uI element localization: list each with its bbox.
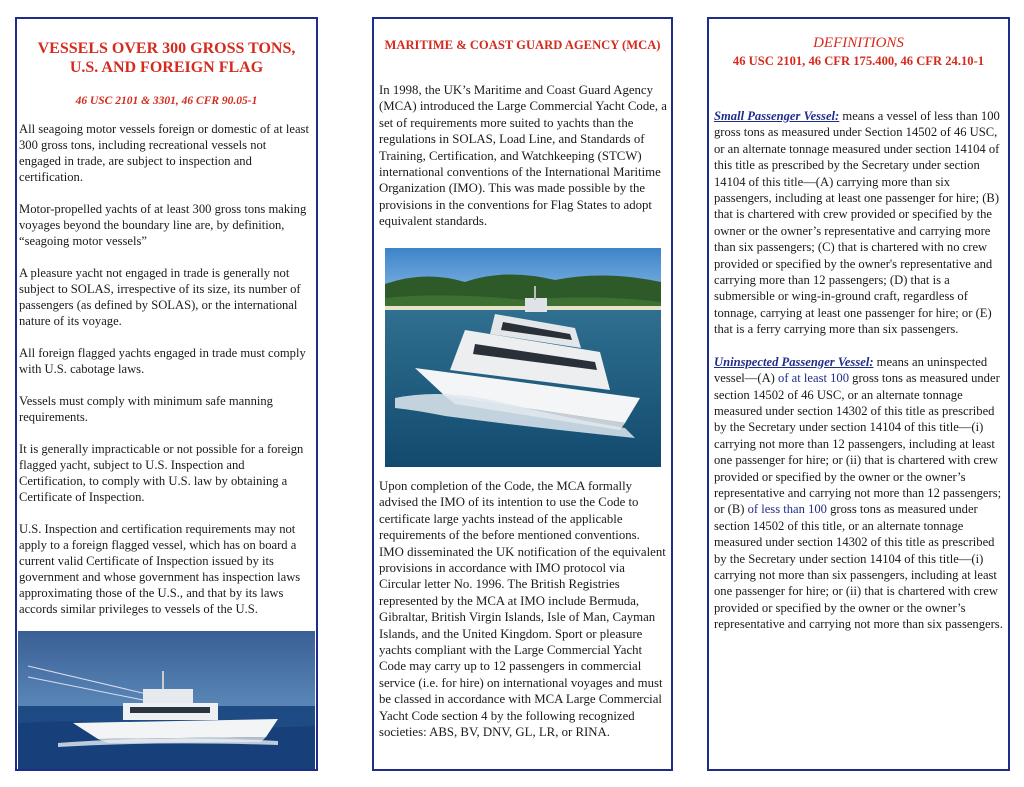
panel3-title: DEFINITIONS [813,35,904,51]
panel2-paragraph: Upon completion of the Code, the MCA formally advised the IMO of its intention to use the Code to certificate large yachts instead of the applicable requirements of the before mentioned conventions. IMO disseminated the UK notification of the equivalent provisions in accordance with IMO protocol via Circular letter No. 1996. The British Registries represented by the MCA at IMO include Bermuda, Gibraltar, British Virgin Islands, Isle of Man, Cayman Islands, and the United Kingdom. Sport or pleasure yachts compliant with the Large Commercial Yacht Code may carry up to 12 passengers in commercial service (i.e. for hire) on international voyages and must be classed in accordance with MCA Large Commercial Yacht Code section 4 by the following recognized societies: ABS, BV, DNV, GL, LR, or RINA. [379,479,666,740]
panel1-paragraph: All foreign flagged yachts engaged in trade must comply with U.S. cabotage laws. [19,346,306,376]
panel-mca [372,17,673,771]
panel3-body [714,108,1004,649]
panel-vessels-over-300-tons [15,17,318,771]
panel1-paragraph: All seagoing motor vessels foreign or domestic of at least 300 gross tons, including recreational vessels not engaged in trade, are subject to inspection and certification. [19,122,309,184]
definition-small-passenger-vessel [714,108,1004,338]
definition-uninspected-passenger-vessel [714,354,1004,633]
definition-text: gross tons as measured under section 14502 of this title, or an alternate tonnage measured under section 14302 of this title as prescribed by the Secretary under section 14104 of this title—(i) carrying not more than six passengers, including at least one passenger for hire; or (ii) that is chartered with crew provided or specified by the owner or the owner’s representative and carrying not more than six passengers. [714,502,1003,632]
highlight-at-least-100: of at least 100 [778,371,850,386]
term-small-passenger-vessel: Small Passenger Vessel: [714,109,840,123]
panel1-title: VESSELS OVER 300 GROSS TONS, U.S. AND FOREIGN FLAG [37,40,296,76]
panel1-paragraph: It is generally impracticable or not possible for a foreign flagged yacht, subject to U.S. Inspection and Certification, to comply with U.S. law by obtaining a Certificate of Inspection. [19,442,304,504]
panel1-citation: 46 USC 2101 & 3301, 46 CFR 90.05-1 [75,95,258,107]
definition-text: gross tons as measured under section 14502 of 46 USC, or an alternate tonnage measured under section 14302 of this title as prescribed by the Secretary under section 14104 of this title—(i) carrying not more than 12 passengers, including at least one passenger for hire; or (ii) that is chartered with crew provided or specified by the owner or the owner’s representative and carrying not more than 12 passengers; or (B) [714,371,1002,517]
panel1-paragraph: U.S. Inspection and certification requirements may not apply to a foreign flagged vessel, which has on board a current valid Certificate of Inspection issued by its government and whose government has inspection laws approximating those of the U.S., and that by its laws accords similar privileges to vessels of the U.S. [19,522,301,616]
panel2-title: MARITIME & COAST GUARD AGENCY (MCA) [384,38,661,52]
panel3-citation: 46 USC 2101, 46 CFR 175.400, 46 CFR 24.10-1 [732,54,985,68]
panel2-paragraph: In 1998, the UK’s Maritime and Coast Guard Agency (MCA) introduced the Large Commercial Yacht Code, a set of requirements more suited to yachts than the regulations in SOLAS, Load Line, and Standards of Training, Certification, and Watchkeeping (STCW) international conventions of the International Maritime Organization (IMO). This was made possible by the provisions in the conventions for Flag States to adopt equivalent standards. [379,83,667,229]
panel-definitions [707,17,1010,771]
sportfishing-yacht-photo [18,631,315,770]
term-uninspected-passenger-vessel: Uninspected Passenger Vessel: [714,354,874,369]
definition-text: means a vessel of less than 100 gross tons as measured under Section 14502 of 46 USC, or an alternate tonnage measured under section 14104 of this title as prescribed by the Secretary under section 14104 of this title—(A) carrying more than six passengers, including at least one passenger for hire; (B) that is chartered with crew provided or specified by the owner or the owner’s representative and carrying more than six passengers; (C) that is chartered with no crew provided or specified by the owner's representative and carrying more than 12 passengers; (D) that is a submersible or wing-in-ground craft, regardless of tonnage, carrying at least one passenger for hire; or (E) that is a ferry carrying more than six passengers. [714,109,1000,337]
panel1-paragraph: A pleasure yacht not engaged in trade is generally not subject to SOLAS, irrespective of its size, its number of passengers (as defined by SOLAS), or the international nature of its voyage. [19,266,301,328]
panel1-paragraph: Vessels must comply with minimum safe manning requirements. [19,394,273,424]
panel1-paragraph: Motor-propelled yachts of at least 300 gross tons making voyages beyond the boundary line are, by definition, “seagoing motor vessels” [19,202,307,248]
highlight-less-than-100: of less than 100 [747,502,827,517]
definition-text: means an uninspected vessel—(A) [714,354,988,386]
motor-yacht-photo [385,248,661,467]
panel1-body [19,121,310,633]
